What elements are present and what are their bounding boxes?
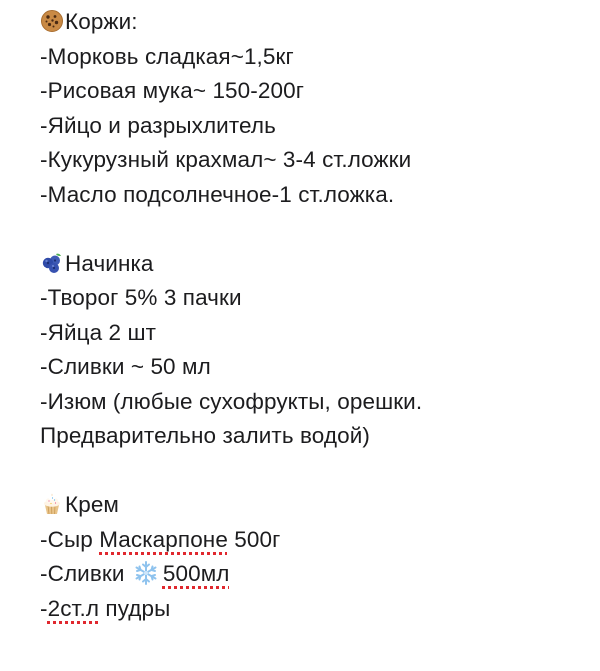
list-item: -Яйца 2 шт [40,319,157,345]
list-item: -Масло подсолнечное-1 ст.ложка. [40,181,395,207]
list-item: -Морковь сладкая~1,5кг [40,43,294,69]
blank-line [40,212,580,247]
item-text: -Сыр [40,526,100,552]
spellcheck-word[interactable]: 500мл [162,561,230,586]
section-heading-text: Начинка [65,250,154,276]
list-item: Предварительно залить водой) [40,423,371,448]
cookie-icon [40,9,64,33]
list-item [40,592,580,627]
cupcake-icon [40,492,64,516]
list-item: -Кукурузный крахмал~ 3-4 ст.ложки [40,147,412,172]
list-item: -Творог 5% 3 пачки [40,285,242,310]
section-heading-korzhi [40,5,580,40]
item-text: - [40,595,48,621]
spellcheck-word[interactable]: Маскарпоне [99,526,228,552]
list-item: -Сливки ~ 50 мл [40,354,211,379]
note-body[interactable] [40,5,580,626]
section-heading-text: Крем [65,492,120,517]
list-item [40,523,580,558]
section-heading-krem [40,488,580,523]
spellcheck-word[interactable]: 2ст.л [47,595,100,621]
snowflake-icon [133,560,159,586]
section-heading-nachinka [40,247,580,282]
item-text: пудры [99,595,171,621]
item-text: 500г [227,526,281,552]
list-item [40,557,580,592]
list-item: -Рисовая мука~ 150-200г [40,78,305,103]
list-item: -Яйцо и разрыхлитель [40,112,276,138]
list-item: -Изюм (любые сухофрукты, орешки. [40,388,423,414]
item-text: -Сливки [40,561,131,586]
section-heading-text: Коржи: [65,9,138,34]
blueberries-icon [40,251,64,275]
blank-line [40,454,580,489]
